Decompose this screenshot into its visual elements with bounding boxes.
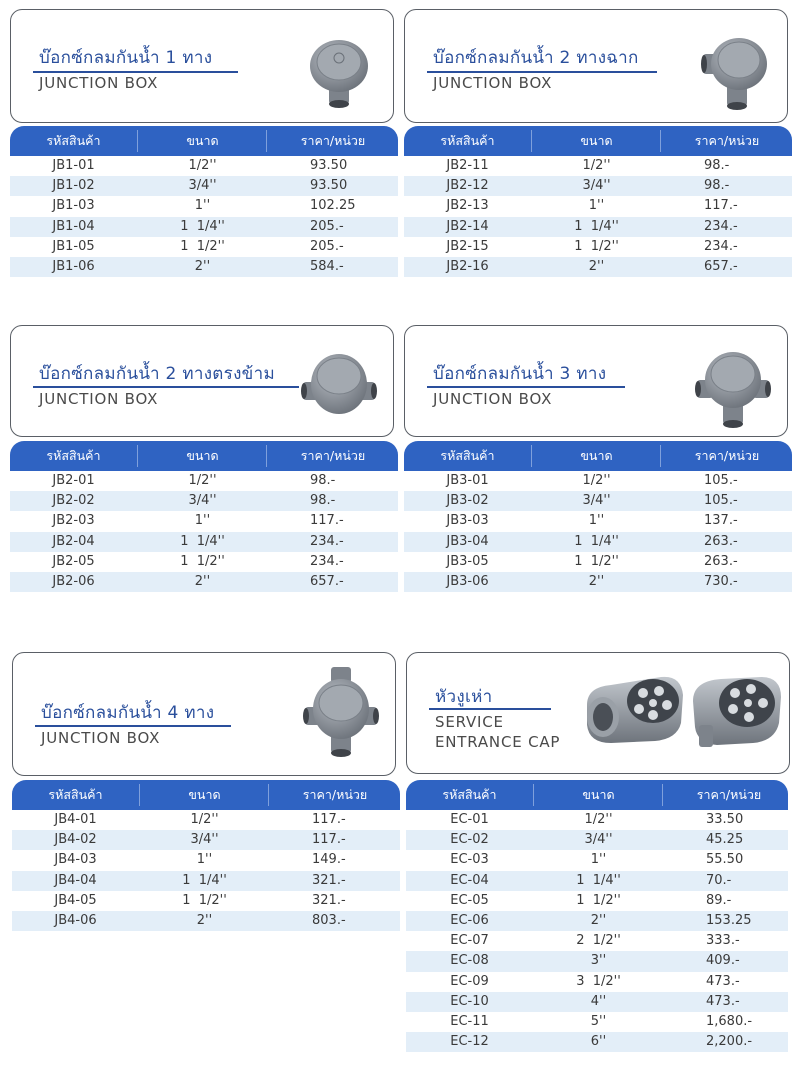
product-subtitle: JUNCTION BOX <box>41 729 161 747</box>
table-row <box>10 471 398 491</box>
product-subtitle: JUNCTION BOX <box>39 74 159 92</box>
table-row <box>404 196 792 216</box>
cell-size: 1 1/4'' <box>180 533 225 549</box>
cell-code: JB3-04 <box>446 533 489 549</box>
title-underline <box>427 71 657 73</box>
cell-code: JB3-05 <box>446 553 489 569</box>
cell-code: EC-05 <box>450 892 489 908</box>
cell-code: JB3-03 <box>446 513 489 529</box>
cell-price: 584.- <box>310 258 344 274</box>
cell-code: JB4-06 <box>54 912 97 928</box>
header-code: รหัสสินค้า <box>440 133 495 148</box>
table-row <box>10 156 398 176</box>
header-price: ราคา/หน่วย <box>300 133 366 148</box>
table-row <box>404 217 792 237</box>
table-row <box>406 1032 788 1052</box>
product-title: บ๊อกซ์กลมกันน้ำ 2 ทางฉาก <box>433 48 639 68</box>
cell-code: EC-06 <box>450 912 489 928</box>
cell-price: 473.- <box>706 973 740 989</box>
cell-size: 3/4'' <box>582 178 611 194</box>
cell-price: 98.- <box>310 493 336 509</box>
cell-price: 93.50 <box>310 178 348 194</box>
header-code: รหัสสินค้า <box>442 787 497 802</box>
cell-code: JB2-02 <box>52 493 95 509</box>
title-underline <box>427 386 625 388</box>
table-header <box>10 126 398 156</box>
cell-code: JB1-03 <box>52 198 95 214</box>
header-size: ขนาด <box>582 787 615 802</box>
cell-size: 3/4'' <box>188 493 217 509</box>
cell-code: JB2-13 <box>446 198 489 214</box>
product-card <box>12 652 396 776</box>
cell-code: JB2-03 <box>52 513 95 529</box>
cell-size: 1'' <box>194 198 211 214</box>
cell-size: 3/4'' <box>584 832 613 848</box>
table-row <box>404 491 792 511</box>
cell-code: JB2-15 <box>446 238 489 254</box>
table-header <box>404 441 792 471</box>
header-code: รหัสสินค้า <box>440 448 495 463</box>
cell-size: 3 1/2'' <box>576 973 621 989</box>
cell-size: 1 1/2'' <box>574 553 619 569</box>
cell-size: 1/2'' <box>582 158 611 173</box>
product-subtitle: JUNCTION BOX <box>433 390 553 408</box>
product-card <box>404 325 788 437</box>
price-table <box>12 780 400 931</box>
cell-price: 234.- <box>310 533 344 549</box>
cell-price: 263.- <box>704 533 738 549</box>
product-title: หัวงูเห่า <box>435 687 493 707</box>
header-size: ขนาด <box>186 133 219 148</box>
table-row <box>10 176 398 196</box>
table-row <box>404 176 792 196</box>
table-row <box>404 156 792 176</box>
table-header <box>10 441 398 471</box>
service-entrance-cap-image <box>581 665 785 755</box>
table-row <box>404 572 792 592</box>
cell-code: JB1-05 <box>52 238 95 254</box>
cell-size: 1/2'' <box>188 158 217 173</box>
table-header <box>12 780 400 810</box>
header-size: ขนาด <box>580 448 613 463</box>
cell-price: 117.- <box>312 812 346 827</box>
cell-code: JB2-11 <box>446 158 489 173</box>
cell-price: 117.- <box>312 832 346 848</box>
cell-code: EC-09 <box>450 973 489 989</box>
cell-size: 1 1/4'' <box>182 872 227 888</box>
cell-code: JB1-06 <box>52 258 95 274</box>
table-row <box>404 552 792 572</box>
product-title: บ๊อกซ์กลมกันน้ำ 3 ทาง <box>433 364 607 384</box>
cell-price: 117.- <box>704 198 738 214</box>
junction-box-2-way-through-image <box>301 340 377 426</box>
cell-code: JB4-01 <box>54 812 97 827</box>
cell-size: 3/4'' <box>188 178 217 194</box>
product-subtitle-line1: SERVICE <box>435 713 504 731</box>
table-row <box>406 871 788 891</box>
table-row <box>404 532 792 552</box>
table-row <box>406 810 788 830</box>
table-row <box>12 911 400 931</box>
junction-box-2-way-angle-image <box>701 24 777 114</box>
cell-price: 263.- <box>704 553 738 569</box>
table-row <box>406 1012 788 1032</box>
cell-price: 803.- <box>312 912 346 928</box>
cell-code: JB4-04 <box>54 872 97 888</box>
cell-price: 149.- <box>312 852 346 868</box>
cell-price: 321.- <box>312 892 346 908</box>
table-row <box>406 911 788 931</box>
cell-size: 1 1/2'' <box>576 892 621 908</box>
cell-price: 153.25 <box>706 912 752 928</box>
cell-code: EC-07 <box>450 933 489 949</box>
title-underline <box>429 708 551 710</box>
cell-price: 89.- <box>706 892 732 908</box>
cell-size: 1'' <box>194 513 211 529</box>
table-row <box>404 511 792 531</box>
cell-size: 1'' <box>588 513 605 529</box>
cell-size: 2 1/2'' <box>576 933 621 949</box>
table-row <box>406 972 788 992</box>
cell-size: 1 1/2'' <box>180 238 225 254</box>
cell-size: 1 1/4'' <box>574 533 619 549</box>
cell-code: EC-08 <box>450 953 489 969</box>
cell-code: JB3-06 <box>446 573 489 589</box>
cell-code: JB4-05 <box>54 892 97 908</box>
cell-price: 98.- <box>704 158 730 173</box>
cell-price: 234.- <box>704 238 738 254</box>
product-title: บ๊อกซ์กลมกันน้ำ 1 ทาง <box>39 48 213 68</box>
product-title: บ๊อกซ์กลมกันน้ำ 4 ทาง <box>41 703 215 723</box>
header-code: รหัสสินค้า <box>46 133 101 148</box>
table-row <box>406 931 788 951</box>
cell-code: JB2-04 <box>52 533 95 549</box>
cell-code: JB3-02 <box>446 493 489 509</box>
cell-code: JB4-02 <box>54 832 97 848</box>
cell-size: 5'' <box>590 1013 607 1029</box>
cell-size: 4'' <box>590 993 607 1009</box>
cell-price: 2,200.- <box>706 1034 753 1050</box>
title-underline <box>33 71 238 73</box>
table-row <box>10 196 398 216</box>
cell-code: EC-01 <box>450 812 489 827</box>
cell-price: 234.- <box>704 218 738 234</box>
cell-price: 105.- <box>704 493 738 509</box>
cell-size: 2'' <box>194 573 211 589</box>
table-header <box>406 780 788 810</box>
cell-size: 3/4'' <box>190 832 219 848</box>
cell-size: 3/4'' <box>582 493 611 509</box>
cell-size: 1'' <box>590 852 607 868</box>
cell-price: 1,680.- <box>706 1013 753 1029</box>
cell-price: 33.50 <box>706 812 744 827</box>
cell-price: 409.- <box>706 953 740 969</box>
cell-price: 105.- <box>704 473 738 488</box>
cell-size: 1 1/2'' <box>574 238 619 254</box>
header-price: ราคา/หน่วย <box>696 787 762 802</box>
table-header <box>404 126 792 156</box>
cell-price: 234.- <box>310 553 344 569</box>
title-underline <box>35 725 231 727</box>
cell-code: JB2-14 <box>446 218 489 234</box>
table-row <box>406 992 788 1012</box>
cell-price: 117.- <box>310 513 344 529</box>
table-row <box>10 237 398 257</box>
cell-price: 70.- <box>706 872 732 888</box>
product-card <box>10 325 394 437</box>
header-code: รหัสสินค้า <box>46 448 101 463</box>
cell-price: 98.- <box>310 473 336 488</box>
header-size: ขนาด <box>580 133 613 148</box>
table-row <box>10 572 398 592</box>
table-row <box>12 850 400 870</box>
cell-code: JB2-01 <box>52 473 95 488</box>
junction-box-1-way-image <box>307 28 371 110</box>
cell-size: 2'' <box>588 573 605 589</box>
header-price: ราคา/หน่วย <box>302 787 368 802</box>
header-size: ขนาด <box>188 787 221 802</box>
cell-size: 1 1/4'' <box>576 872 621 888</box>
cell-price: 137.- <box>704 513 738 529</box>
table-row <box>12 830 400 850</box>
product-title: บ๊อกซ์กลมกันน้ำ 2 ทางตรงข้าม <box>39 364 275 384</box>
cell-price: 473.- <box>706 993 740 1009</box>
cell-code: JB1-04 <box>52 218 95 234</box>
cell-size: 1 1/2'' <box>182 892 227 908</box>
title-underline <box>33 386 299 388</box>
table-row <box>10 511 398 531</box>
price-table <box>404 126 792 277</box>
cell-price: 45.25 <box>706 832 744 848</box>
cell-code: JB1-01 <box>52 158 95 173</box>
product-subtitle: JUNCTION BOX <box>433 74 553 92</box>
cell-size: 6'' <box>590 1034 607 1050</box>
cell-code: EC-03 <box>450 852 489 868</box>
cell-size: 2'' <box>194 258 211 274</box>
header-price: ราคา/หน่วย <box>694 448 760 463</box>
cell-size: 2'' <box>588 258 605 274</box>
cell-size: 1/2'' <box>582 473 611 488</box>
cell-size: 2'' <box>196 912 213 928</box>
cell-code: JB1-02 <box>52 178 95 194</box>
cell-size: 1'' <box>588 198 605 214</box>
cell-price: 98.- <box>704 178 730 194</box>
junction-box-3-way-image <box>695 340 771 430</box>
product-subtitle: JUNCTION BOX <box>39 390 159 408</box>
price-table <box>10 441 398 592</box>
product-card <box>404 9 788 123</box>
cell-code: JB2-12 <box>446 178 489 194</box>
cell-code: EC-04 <box>450 872 489 888</box>
table-row <box>10 552 398 572</box>
cell-price: 55.50 <box>706 852 744 868</box>
header-price: ราคา/หน่วย <box>300 448 366 463</box>
table-row <box>406 830 788 850</box>
cell-size: 2'' <box>590 912 607 928</box>
price-table <box>10 126 398 277</box>
cell-price: 657.- <box>704 258 738 274</box>
product-subtitle-line2: ENTRANCE CAP <box>435 733 561 751</box>
cell-size: 1 1/2'' <box>180 553 225 569</box>
cell-size: 1/2'' <box>584 812 613 827</box>
cell-size: 1/2'' <box>188 473 217 488</box>
header-price: ราคา/หน่วย <box>694 133 760 148</box>
cell-code: JB2-16 <box>446 258 489 274</box>
table-row <box>12 810 400 830</box>
cell-code: EC-10 <box>450 993 489 1009</box>
table-row <box>10 532 398 552</box>
table-row <box>404 471 792 491</box>
cell-price: 657.- <box>310 573 344 589</box>
price-table <box>406 780 788 1052</box>
cell-code: EC-12 <box>450 1034 489 1050</box>
cell-code: JB2-06 <box>52 573 95 589</box>
table-row <box>406 951 788 971</box>
cell-code: EC-02 <box>450 832 489 848</box>
cell-price: 205.- <box>310 218 344 234</box>
table-row <box>406 891 788 911</box>
header-code: รหัสสินค้า <box>48 787 103 802</box>
table-row <box>10 491 398 511</box>
table-row <box>406 850 788 870</box>
cell-code: EC-11 <box>450 1013 489 1029</box>
cell-size: 3'' <box>590 953 607 969</box>
cell-price: 333.- <box>706 933 740 949</box>
junction-box-4-way-image <box>303 665 379 759</box>
cell-code: JB2-05 <box>52 553 95 569</box>
price-table <box>404 441 792 592</box>
table-row <box>12 891 400 911</box>
cell-price: 730.- <box>704 573 738 589</box>
cell-size: 1 1/4'' <box>180 218 225 234</box>
table-row <box>10 217 398 237</box>
cell-price: 205.- <box>310 238 344 254</box>
cell-size: 1'' <box>196 852 213 868</box>
cell-price: 321.- <box>312 872 346 888</box>
cell-code: JB3-01 <box>446 473 489 488</box>
table-row <box>404 257 792 277</box>
header-size: ขนาด <box>186 448 219 463</box>
cell-price: 102.25 <box>310 198 356 214</box>
product-card <box>406 652 790 774</box>
cell-size: 1/2'' <box>190 812 219 827</box>
cell-size: 1 1/4'' <box>574 218 619 234</box>
table-row <box>10 257 398 277</box>
table-row <box>12 871 400 891</box>
product-card <box>10 9 394 123</box>
cell-code: JB4-03 <box>54 852 97 868</box>
table-row <box>404 237 792 257</box>
cell-price: 93.50 <box>310 158 348 173</box>
